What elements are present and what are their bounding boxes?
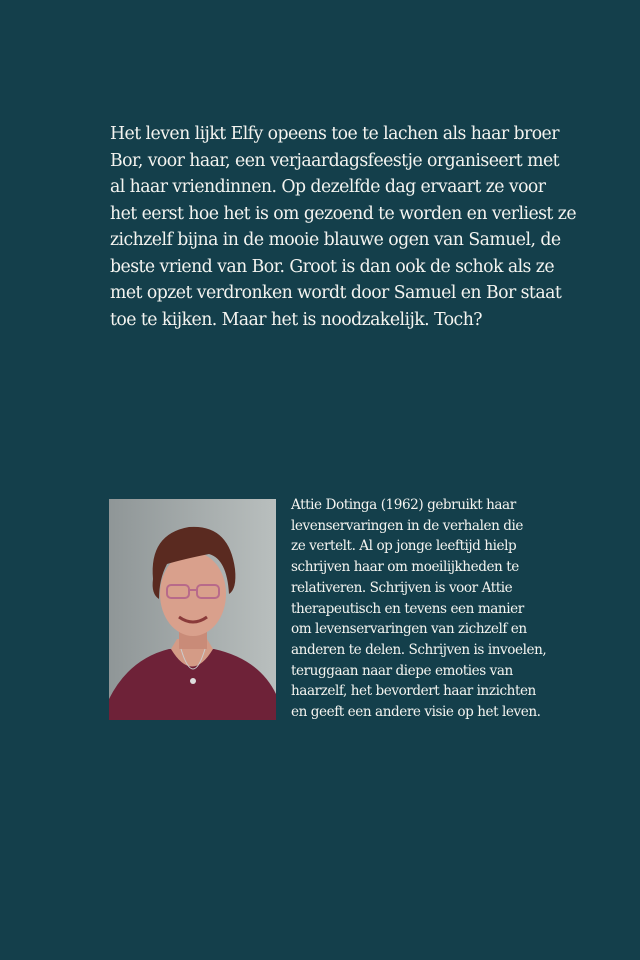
bio-line: om levenservaringen van zichzelf en <box>291 621 527 638</box>
blurb-line: al haar vriendinnen. Op dezelfde dag ervaart ze voor <box>110 177 546 197</box>
blurb-line: toe te kijken. Maar het is noodzakelijk. Toch? <box>110 309 482 330</box>
bio-line: en geeft een andere visie op het leven. <box>291 704 541 721</box>
blurb-line: beste vriend van Bor. Groot is dan ook de schok als ze <box>110 256 555 277</box>
bio-line: relativeren. Schrijven is voor Attie <box>291 579 513 596</box>
back-cover-blurb <box>110 121 580 333</box>
bio-line: Attie Dotinga (1962) gebruikt haar <box>291 497 516 513</box>
blurb-line: het eerst hoe het is om gezoend te worden en verliest ze <box>110 203 577 224</box>
bio-line: teruggaan naar diepe emoties van <box>291 662 513 679</box>
author-bio <box>291 495 581 723</box>
blurb-line: zichzelf bijna in de mooie blauwe ogen van Samuel, de <box>110 230 561 250</box>
author-photo <box>109 499 276 720</box>
bio-line: therapeutisch en tevens een manier <box>291 600 524 617</box>
blurb-line: Het leven lijkt Elfy opeens toe te lachen als haar broer <box>110 124 559 144</box>
bio-line: schrijven haar om moeilijkheden te <box>291 559 519 576</box>
bio-line: haarzelf, het bevordert haar inzichten <box>291 683 536 700</box>
bio-line: levenservaringen in de verhalen die <box>291 517 523 534</box>
bio-line: anderen te delen. Schrijven is invoelen, <box>291 641 547 658</box>
blurb-line: Bor, voor haar, een verjaardagsfeestje organiseert met <box>110 150 560 171</box>
blurb-line: met opzet verdronken wordt door Samuel en Bor staat <box>110 283 562 303</box>
bio-line: ze vertelt. Al op jonge leeftijd hielp <box>291 538 517 555</box>
